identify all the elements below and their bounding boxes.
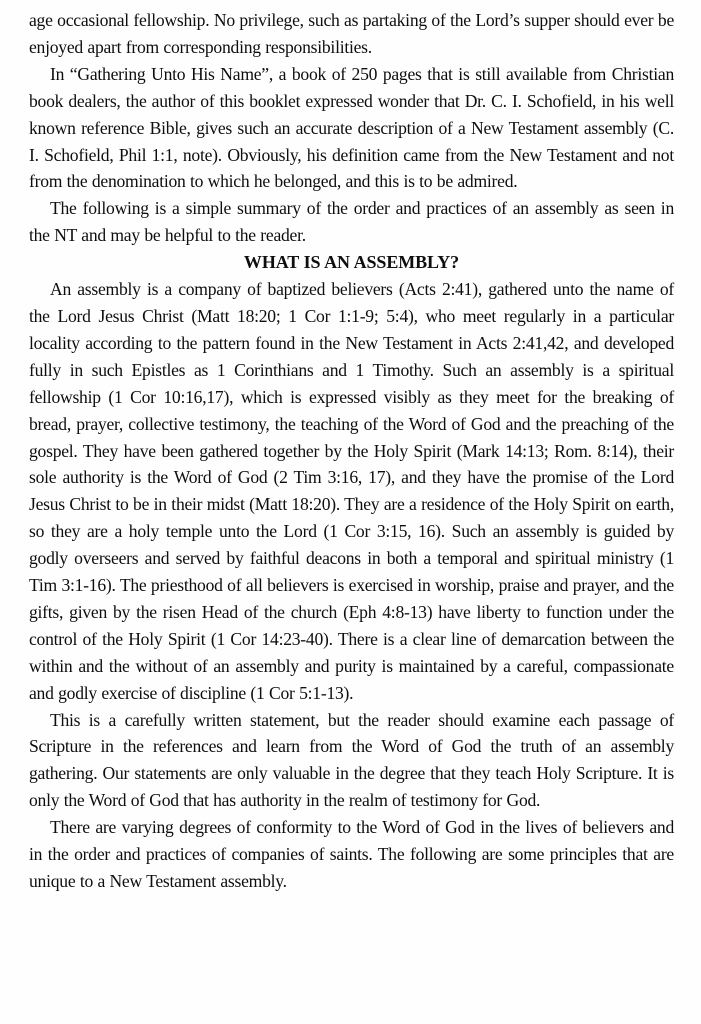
paragraph-assembly-definition: An assembly is a company of baptized believers (Acts 2:41), gathered unto the name of the Lord Jesus Christ (Matt 18:20; 1 Cor 1:1-9; 5:4), who meet regularly in a particular locality according to the pattern found in the New Testament in Acts 2:41,42, and developed fully in such Epistles as 1 Corinthians and 1 Timothy. Such an assembly is a spiritual fellowship (1 Cor 10:16,17), which is expressed visibly as they meet for the breaking of bread, prayer, collective testimony, the teaching of the Word of God and the preaching of the gospel. They have been gathered together by the Holy Spirit (Mark 14:13; Rom. 8:14), their sole authority is the Word of God (2 Tim 3:16, 17), and they have the promise of the Lord Jesus Christ to be in their midst (Matt 18:20). They are a residence of the Holy Spirit on earth, so they are a holy temple unto the Lord (1 Cor 3:15, 16). Such an assembly is guided by godly overseers and served by faithful deacons in both a temporal and spiritual ministry (1 Tim 3:1-16). The priesthood of all believers is exercised in worship, praise and prayer, and the gifts, given by the risen Head of the church (Eph 4:8-13) have liberty to function under the control of the Holy Spirit (1 Cor 14:23-40). There is a clear line of demarcation between the within and the without of an assembly and purity is maintained by a careful, compassionate and godly exercise of discipline (1 Cor 5:1-13). <box>29 279 674 703</box>
paragraph-examine-scripture: This is a carefully written statement, but the reader should examine each passage of Scripture in the references and learn from the Word of God the truth of an assembly gathering. Our statements are only valuable in the degree that they teach Holy Scripture. It is only the Word of God that has authority in the realm of testimony for God. <box>29 709 674 811</box>
paragraph-varying-degrees: There are varying degrees of conformity to the Word of God in the lives of believers and in the order and practices of companies of saints. The following are some principles that are unique to a New Testament assembly. <box>29 817 674 891</box>
continuation-paragraph: age occasional fellowship. No privilege, such as partaking of the Lord’s supper should ever be enjoyed apart from corresponding responsibilities. <box>29 10 674 57</box>
section-heading-what-is-an-assembly: WHAT IS AN ASSEMBLY? <box>243 252 460 273</box>
paragraph-gathering-unto-his-name: In “Gathering Unto His Name”, a book of 250 pages that is still available from Christian book dealers, the author of this booklet expressed wonder that Dr. C. I. Schofield, in his well known reference Bible, gives such an accurate description of a New Testament assembly (C. I. Schofield, Phil 1:1, note). Obviously, his definition came from the New Testament and not from the denomination to which he belonged, and this is to be admired. <box>29 63 674 192</box>
paragraph-summary-intro: The following is a simple summary of the order and practices of an assembly as seen in the NT and may be helpful to the reader. <box>29 198 674 246</box>
